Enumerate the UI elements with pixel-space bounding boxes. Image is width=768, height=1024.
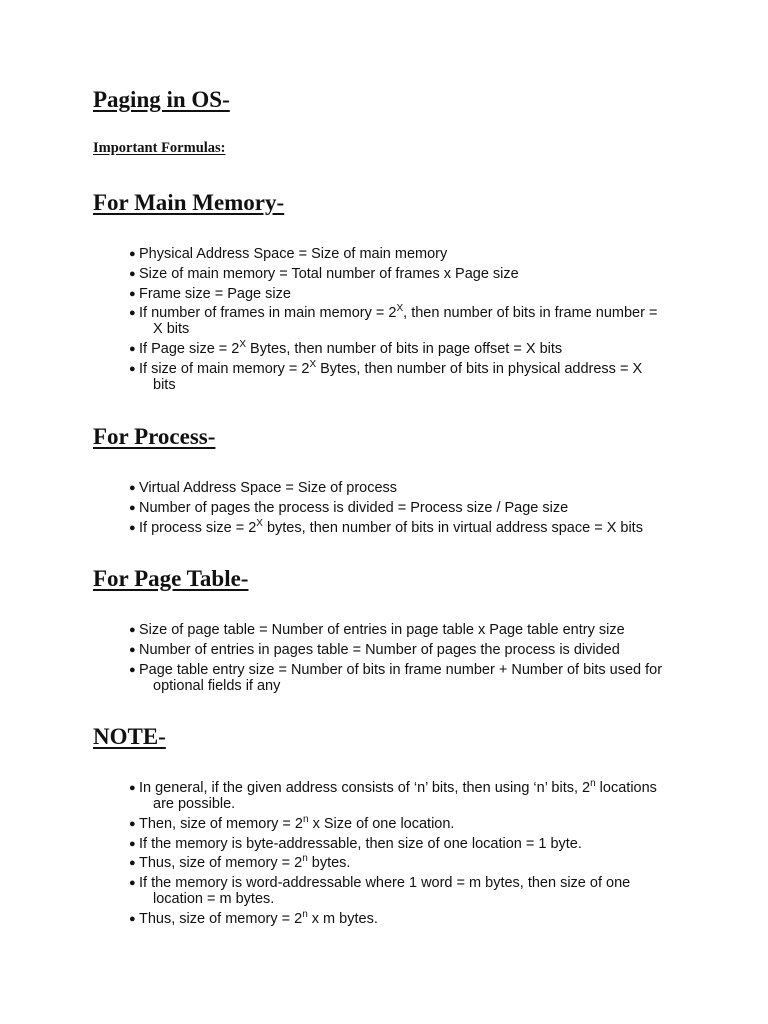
list-item: ● Page table entry size = Number of bits in frame number + Number of bits used for optional fields if any [129,661,663,694]
bullet-icon: ● [129,343,136,356]
list-item: ● If Page size = $2^X$ Bytes, then number of bits in page offset = X bits [129,339,563,358]
bullet-icon: ● [129,912,136,925]
list-item: ● Size of page table = Number of entries in page table x Page table entry size [129,622,625,638]
bullet-icon: ● [129,482,136,494]
bullet-icon: ● [129,362,136,375]
section-heading-note: NOTE- [93,724,166,749]
list-item: ● Thus, size of memory = $2^n$ bytes. [129,853,351,872]
list-item: ● Thus, size of memory = $2^n$ x m bytes. [129,908,378,927]
list-item: ● If number of frames in main memory = $2^X$, then number of bits in frame number = X bits [129,303,658,338]
bullet-icon: ● [129,307,136,320]
bullet-icon: ● [129,857,136,870]
bullet-icon: ● [129,817,136,830]
bullet-icon: ● [129,643,136,656]
bullet-icon: ● [129,782,136,794]
list-item: ● Number of pages the process is divided = Process size / Page size [129,499,569,516]
section-heading-page-table: For Page Table- [93,566,249,591]
list-item: ● Frame size = Page size [129,285,291,302]
list-item: ● Physical Address Space = Size of main memory [129,246,448,262]
section-list-main-memory [129,246,689,397]
section-list-page-table [129,622,689,697]
list-item: ● In general, if the given address consists of ‘n’ bits, then using ‘n’ bits, 2$^n$ locations are possible. [129,778,657,812]
list-item: ● Then, size of memory = $2^n$ x Size of one location. [129,813,455,832]
page-title: Paging in OS- [93,87,230,112]
bullet-icon: ● [129,287,136,300]
list-item: ● Size of main memory = Total number of frames x Page size [129,265,519,282]
bullet-icon: ● [129,663,136,676]
list-item: ● Number of entries in pages table = Number of pages the process is divided [129,641,620,658]
section-heading-process: For Process- [93,424,216,449]
bullet-icon: ● [129,624,136,636]
list-item: ● If the memory is word-addressable where 1 word = m bytes, then size of one location = m bytes. [129,875,631,908]
bullet-icon: ● [129,521,136,534]
section-heading-main-memory: For Main Memory- [93,190,285,215]
bullet-icon: ● [129,267,136,280]
bullet-icon: ● [129,877,136,890]
list-item: ● If size of main memory = $2^X$ Bytes, then number of bits in physical address = X bits [129,358,643,393]
bullet-icon: ● [129,248,136,260]
list-item: ● If process size = $2^X$ bytes, then number of bits in virtual address space = X bits [129,517,643,536]
page-subtitle: Important Formulas: [93,140,226,156]
list-item: ● Virtual Address Space = Size of process [129,480,398,496]
section-list-note [129,780,689,931]
list-item: ● If the memory is byte-addressable, then size of one location = 1 byte. [129,835,582,852]
bullet-icon: ● [129,837,136,850]
bullet-icon: ● [129,501,136,514]
section-list-process [129,480,689,539]
